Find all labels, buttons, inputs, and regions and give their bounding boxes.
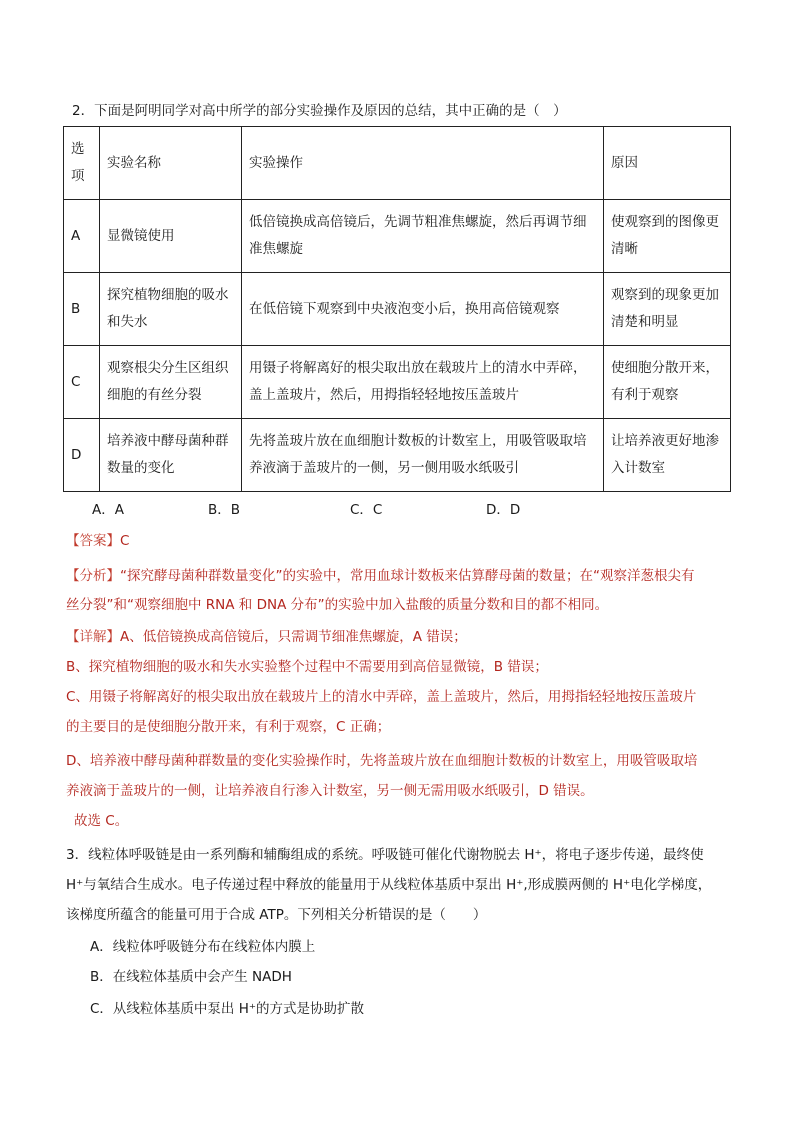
header-experiment-name: 实验名称 <box>100 127 242 200</box>
q3-option-c[interactable]: C．从线粒体基质中泵出 H⁺的方式是协助扩散 <box>90 1001 364 1017</box>
row-option: D <box>64 419 100 492</box>
choice-b[interactable]: B．B <box>208 502 241 518</box>
analysis-tag: 【分析】 <box>66 568 120 584</box>
row-experiment-name: 探究植物细胞的吸水和失水 <box>100 273 242 346</box>
header-option: 选项 <box>64 127 100 200</box>
answer-tag: 【答案】 <box>66 533 120 549</box>
choice-d[interactable]: D．D <box>486 502 521 518</box>
detail-tag: 【详解】 <box>66 629 120 645</box>
analysis-text-2: 丝分裂”和“观察细胞中 RNA 和 DNA 分布”的实验中加入盐酸的质量分数和目的都不相同。 <box>66 597 609 613</box>
choice-c[interactable]: C．C <box>350 502 383 518</box>
detail-d-line-2: 养液滴于盖玻片的一侧，让培养液自行渗入计数室，另一侧无需用吸水纸吸引，D 错误。 <box>66 783 594 799</box>
question-3-stem-2: H⁺与氧结合生成水。电子传递过程中释放的能量用于从线粒体基质中泵出 H⁺,形成膜两侧的 H⁺电化学梯度， <box>66 877 712 893</box>
row-option: C <box>64 346 100 419</box>
table-row <box>64 200 731 273</box>
row-experiment-name: 显微镜使用 <box>100 200 242 273</box>
row-experiment-name: 观察根尖分生区组织细胞的有丝分裂 <box>100 346 242 419</box>
header-operation: 实验操作 <box>242 127 604 200</box>
row-reason: 让培养液更好地渗入计数室 <box>604 419 731 492</box>
row-reason: 观察到的现象更加清楚和明显 <box>604 273 731 346</box>
row-reason: 使细胞分散开来，有利于观察 <box>604 346 731 419</box>
question-2-stem: 2．下面是阿明同学对高中所学的部分实验操作及原因的总结，其中正确的是（ ） <box>72 103 567 119</box>
row-option: B <box>64 273 100 346</box>
row-operation: 低倍镜换成高倍镜后，先调节粗准焦螺旋，然后再调节细准焦螺旋 <box>242 200 604 273</box>
q3-option-a[interactable]: A．线粒体呼吸链分布在线粒体内膜上 <box>90 939 316 955</box>
table-row <box>64 419 731 492</box>
detail-b: B、探究植物细胞的吸水和失水实验整个过程中不需要用到高倍显微镜，B 错误； <box>66 659 548 675</box>
answer-value: C <box>120 533 130 549</box>
table-header-row <box>64 127 731 200</box>
question-3-stem-3: 该梯度所蕴含的能量可用于合成 ATP。下列相关分析错误的是（ ） <box>66 907 487 923</box>
detail-a: A、低倍镜换成高倍镜后，只需调节细准焦螺旋，A 错误； <box>120 629 467 645</box>
row-operation: 先将盖玻片放在血细胞计数板的计数室上，用吸管吸取培养液滴于盖玻片的一侧，另一侧用吸水纸吸引 <box>242 419 604 492</box>
detail-c-line-1: C、用镊子将解离好的根尖取出放在载玻片上的清水中弄碎，盖上盖玻片，然后，用拇指轻轻地按压盖玻片 <box>66 689 697 705</box>
analysis-text-1: “探究酵母菌种群数量变化”的实验中，常用血球计数板来估算酵母菌的数量；在“观察洋葱根尖有 <box>120 568 695 584</box>
detail-d-line-1: D、培养液中酵母菌种群数量的变化实验操作时，先将盖玻片放在血细胞计数板的计数室上，用吸管吸取培 <box>66 753 698 769</box>
row-reason: 使观察到的图像更清晰 <box>604 200 731 273</box>
row-operation: 用镊子将解离好的根尖取出放在载玻片上的清水中弄碎，盖上盖玻片，然后，用拇指轻轻地按压盖玻片 <box>242 346 604 419</box>
answer-line <box>66 531 129 551</box>
table-row <box>64 346 731 419</box>
detail-c-line-2: 的主要目的是使细胞分散开来，有利于观察，C 正确； <box>66 719 391 735</box>
q3-option-b[interactable]: B．在线粒体基质中会产生 NADH <box>90 969 292 985</box>
final-answer: 故选 C。 <box>74 813 129 829</box>
experiment-table <box>63 126 731 492</box>
question-3-stem-1: 3．线粒体呼吸链是由一系列酶和辅酶组成的系统。呼吸链可催化代谢物脱去 H⁺，将电子逐步传递，最终使 <box>66 847 704 863</box>
analysis-line-1 <box>66 566 694 586</box>
choice-a[interactable]: A．A <box>92 502 124 518</box>
table-row <box>64 273 731 346</box>
header-reason: 原因 <box>604 127 731 200</box>
row-option: A <box>64 200 100 273</box>
row-experiment-name: 培养液中酵母菌种群数量的变化 <box>100 419 242 492</box>
row-operation: 在低倍镜下观察到中央液泡变小后，换用高倍镜观察 <box>242 273 604 346</box>
detail-line-a <box>66 627 467 647</box>
